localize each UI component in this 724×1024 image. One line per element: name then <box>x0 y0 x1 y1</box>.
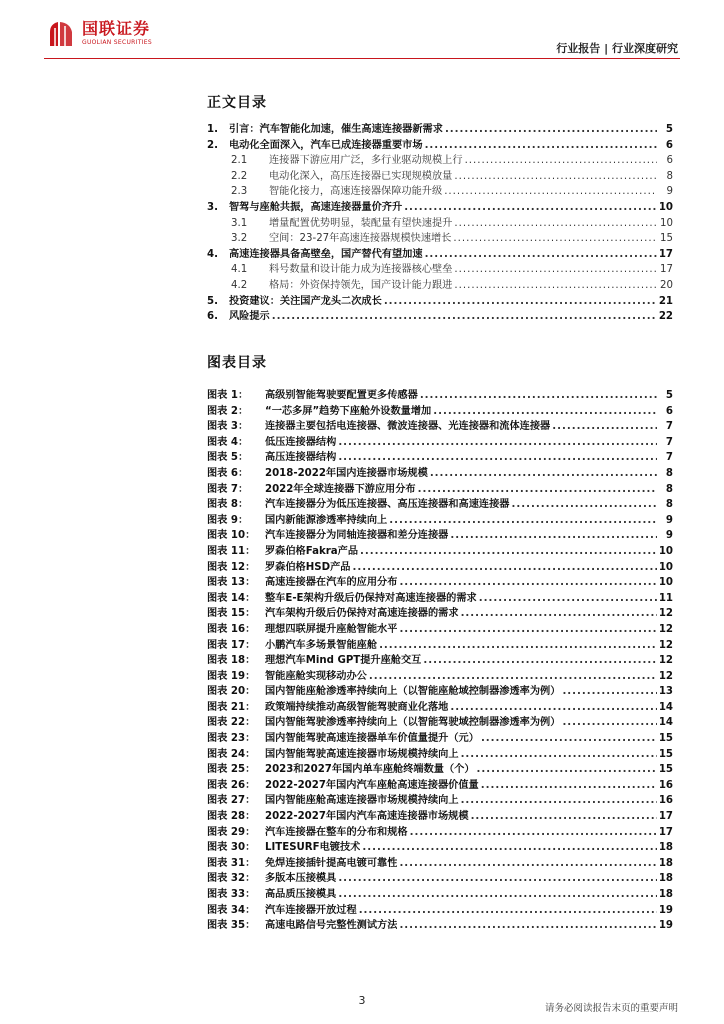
entry-label: 风险提示 <box>229 311 270 323</box>
leader-dots <box>450 702 656 713</box>
leader-dots <box>384 296 657 307</box>
entry-page: 10 <box>658 561 673 573</box>
figure-entry[interactable] <box>207 651 673 667</box>
entry-label: 格局：外资保持领先，国产设计能力跟进 <box>269 279 453 291</box>
entry-label: 小鹏汽车多场景智能座舱 <box>265 639 378 651</box>
leader-dots <box>338 452 657 463</box>
entry-number: 图表 30： <box>207 842 256 854</box>
leader-dots <box>404 202 657 213</box>
entry-page: 7 <box>665 421 673 433</box>
entry-number: 图表 17： <box>207 639 256 651</box>
entry-number: 4. <box>207 248 218 260</box>
entry-number: 图表 32： <box>207 873 256 885</box>
leader-dots <box>562 717 656 728</box>
entry-number: 图表 3： <box>207 421 249 433</box>
leader-dots <box>420 390 657 401</box>
leader-dots <box>399 624 656 635</box>
entry-page: 6 <box>666 155 673 167</box>
figure-entry[interactable] <box>207 713 673 729</box>
entry-page: 12 <box>658 623 673 635</box>
entry-number: 图表 33： <box>207 889 256 900</box>
entry-label: 国内智能驾驶高速连接器单车价值量提升（元） <box>265 733 479 745</box>
leader-dots <box>461 749 657 760</box>
entry-page: 15 <box>658 764 673 776</box>
figure-entry[interactable] <box>207 869 673 885</box>
leader-dots <box>338 437 657 448</box>
entry-number: 图表 8： <box>207 499 249 511</box>
entry-page: 5 <box>665 124 673 135</box>
entry-page: 17 <box>658 248 673 260</box>
entry-page: 9 <box>665 530 673 542</box>
figure-entry[interactable] <box>207 791 673 807</box>
leader-dots <box>512 499 658 510</box>
entry-number: 图表 10： <box>207 530 256 542</box>
leader-dots <box>454 280 657 291</box>
figure-entry[interactable] <box>207 604 673 620</box>
toc-entry[interactable] <box>207 245 673 261</box>
leader-dots <box>445 124 657 135</box>
entry-page: 18 <box>658 857 673 869</box>
page-number: 3 <box>358 994 366 1007</box>
entry-label: 汽车连接器开放过程 <box>265 904 357 916</box>
entry-label: 电动化全面深入，汽车已成连接器重要市场 <box>229 139 423 151</box>
toc-subentry[interactable] <box>207 260 673 276</box>
entry-number: 图表 20： <box>207 686 256 698</box>
entry-page: 20 <box>660 279 673 291</box>
leader-dots <box>423 655 656 666</box>
entry-number: 2.3 <box>231 186 248 198</box>
entry-number: 图表 21： <box>207 701 256 713</box>
figure-entry[interactable] <box>207 542 673 558</box>
entry-page: 16 <box>658 779 673 791</box>
entry-label: 2023和2027年国内单车座舱终端数量（个） <box>265 764 475 776</box>
leader-dots <box>430 468 657 479</box>
figure-entry[interactable] <box>207 620 673 636</box>
entry-page: 10 <box>658 577 673 589</box>
entry-page: 17 <box>660 264 673 276</box>
entry-page: 18 <box>658 842 673 854</box>
entry-number: 图表 26： <box>207 779 256 791</box>
leader-dots <box>454 171 657 182</box>
entry-label: 理想汽车Mind GPT提升座舱交互 <box>265 655 422 667</box>
report-type-label: 行业报告 | 行业深度研究 <box>556 42 678 55</box>
figure-entry[interactable] <box>207 589 673 605</box>
entry-number: 图表 31： <box>207 857 256 869</box>
entry-label: 料号数量和设计能力成为连接器核心壁垒 <box>269 264 453 276</box>
toc-entry[interactable] <box>207 136 673 152</box>
leader-dots <box>465 155 657 166</box>
leader-dots <box>461 608 657 619</box>
entry-number: 3.1 <box>231 217 248 229</box>
entry-label: 2022-2027年国内汽车高速连接器市场规模 <box>265 811 469 823</box>
figure-entry[interactable] <box>207 573 673 589</box>
entry-number: 图表 15： <box>207 608 256 620</box>
entry-label: 多版本压接模具 <box>265 873 337 885</box>
entry-page: 22 <box>658 311 673 323</box>
entry-page: 11 <box>658 592 673 604</box>
entry-number: 5. <box>207 295 218 307</box>
entry-page: 12 <box>658 655 673 667</box>
toc-subentry[interactable] <box>207 182 673 198</box>
entry-label: 增量配置优势明显，装配量有望快速提升 <box>269 217 453 229</box>
entry-label: 高速电路信号完整性测试方法 <box>265 920 398 932</box>
leader-dots <box>552 421 657 432</box>
leader-dots <box>477 764 657 775</box>
figure-entry[interactable] <box>207 402 673 418</box>
entry-page: 14 <box>658 717 673 729</box>
entry-number: 1. <box>207 124 218 135</box>
entry-label: 2022年全球连接器下游应用分布 <box>265 483 416 495</box>
toc-subentry[interactable] <box>207 276 673 292</box>
leader-dots <box>379 640 657 651</box>
entry-number: 图表 6： <box>207 467 249 479</box>
figure-entry[interactable] <box>207 916 673 932</box>
entry-page: 9 <box>666 186 673 198</box>
entry-label: 空间：23-27年高速连接器规模快速增长 <box>269 233 452 245</box>
entry-page: 12 <box>658 608 673 620</box>
entry-page: 18 <box>658 889 673 900</box>
leader-dots <box>399 577 656 588</box>
page-header <box>0 0 724 60</box>
entry-number: 图表 22： <box>207 717 256 729</box>
entry-label: 高级别智能驾驶要配置更多传感器 <box>265 390 418 401</box>
entry-number: 图表 16： <box>207 623 256 635</box>
entry-page: 12 <box>658 639 673 651</box>
entry-page: 7 <box>665 452 673 464</box>
leader-dots <box>433 406 657 417</box>
entry-label: 汽车连接器分为同轴连接器和差分连接器 <box>265 530 449 542</box>
entry-page: 14 <box>658 701 673 713</box>
figure-entry[interactable] <box>207 636 673 652</box>
figures-list <box>207 386 673 932</box>
logo-chinese-name: 国联证券 <box>82 18 151 38</box>
figure-entry[interactable] <box>207 901 673 917</box>
figure-entry[interactable] <box>207 885 673 901</box>
entry-number: 2.1 <box>231 155 248 167</box>
figure-entry[interactable] <box>207 745 673 761</box>
entry-number: 4.2 <box>231 279 248 291</box>
entry-label: 国内智能座舱高速连接器市场规模持续向上 <box>265 795 459 807</box>
toc-entry[interactable] <box>207 307 673 323</box>
entry-label: 投资建议：关注国产龙头二次成长 <box>229 295 382 307</box>
entry-number: 图表 9： <box>207 514 249 526</box>
leader-dots <box>425 249 657 260</box>
company-logo <box>46 18 152 48</box>
entry-number: 图表 27： <box>207 795 256 807</box>
entry-label: 国内智能驾驶渗透率持续向上（以智能驾驶域控制器渗透率为例） <box>265 717 561 729</box>
entry-page: 10 <box>660 217 673 229</box>
leader-dots <box>338 889 657 900</box>
figures-title: 图表目录 <box>207 355 267 371</box>
figure-entry[interactable] <box>207 760 673 776</box>
leader-dots <box>481 733 657 744</box>
toc-subentry[interactable] <box>207 214 673 230</box>
entry-page: 16 <box>658 795 673 807</box>
entry-number: 图表 23： <box>207 733 256 745</box>
entry-label: 连接器主要包括电连接器、微波连接器、光连接器和流体连接器 <box>265 421 551 433</box>
disclaimer-note: 请务必阅读报告末页的重要声明 <box>544 1003 678 1014</box>
figure-entry[interactable] <box>207 558 673 574</box>
entry-number: 2. <box>207 139 218 151</box>
entry-page: 18 <box>658 873 673 885</box>
entry-label: 2018-2022年国内连接器市场规模 <box>265 467 428 479</box>
leader-dots <box>425 140 657 151</box>
entry-label: 罗森伯格Fakra产品 <box>265 545 359 557</box>
entry-number: 图表 35： <box>207 920 256 932</box>
entry-label: 罗森伯格HSD产品 <box>265 561 351 573</box>
toc-subentry[interactable] <box>207 167 673 183</box>
leader-dots <box>359 905 657 916</box>
entry-page: 15 <box>658 748 673 760</box>
entry-label: 智驾与座舱共振，高速连接器量价齐升 <box>229 201 403 213</box>
logo-english-name: GUOLIAN SECURITIES <box>82 38 152 46</box>
entry-number: 图表 4： <box>207 436 249 448</box>
entry-page: 6 <box>665 139 673 151</box>
entry-number: 图表 19： <box>207 670 256 682</box>
entry-page: 10 <box>658 545 673 557</box>
leader-dots <box>479 593 657 604</box>
entry-number: 图表 5： <box>207 452 249 464</box>
leader-dots <box>272 311 657 322</box>
entry-label: LITESURF电镀技术 <box>265 842 361 854</box>
leader-dots <box>418 484 657 495</box>
toc-title: 正文目录 <box>207 95 267 111</box>
leader-dots <box>471 811 657 822</box>
entry-number: 3. <box>207 201 218 213</box>
entry-label: 高速连接器具备高壁垒，国产替代有望加速 <box>229 248 423 260</box>
figure-entry[interactable] <box>207 526 673 542</box>
entry-page: 21 <box>658 295 673 307</box>
figure-entry[interactable] <box>207 776 673 792</box>
leader-dots <box>360 546 657 557</box>
figure-entry[interactable] <box>207 417 673 433</box>
entry-number: 图表 29： <box>207 826 256 838</box>
figure-entry[interactable] <box>207 480 673 496</box>
entry-number: 3.2 <box>231 233 248 245</box>
entry-label: 智能座舱实现移动办公 <box>265 670 367 682</box>
entry-label: 国内新能源渗透率持续向上 <box>265 514 388 526</box>
entry-label: 国内智能驾驶高速连接器市场规模持续向上 <box>265 748 459 760</box>
figure-entry[interactable] <box>207 698 673 714</box>
entry-page: 19 <box>658 904 673 916</box>
leader-dots <box>450 530 657 541</box>
leader-dots <box>389 515 657 526</box>
entry-number: 4.1 <box>231 264 248 276</box>
entry-number: 图表 18： <box>207 655 256 667</box>
entry-label: 引言：汽车智能化加速，催生高速连接器新需求 <box>229 124 443 135</box>
figure-entry[interactable] <box>207 448 673 464</box>
leader-dots <box>454 264 657 275</box>
leader-dots <box>461 795 657 806</box>
figure-entry[interactable] <box>207 511 673 527</box>
table-of-contents <box>207 120 673 323</box>
entry-page: 17 <box>658 811 673 823</box>
entry-number: 6. <box>207 311 218 323</box>
entry-label: 国内智能座舱渗透率持续向上（以智能座舱域控制器渗透率为例） <box>265 686 561 698</box>
entry-label: 电动化深入，高压连接器已实现规模放量 <box>269 170 453 182</box>
entry-label: 2022-2027年国内汽车座舱高速连接器价值量 <box>265 779 479 791</box>
entry-page: 8 <box>666 170 673 182</box>
entry-number: 图表 7： <box>207 483 249 495</box>
leader-dots <box>369 671 657 682</box>
entry-page: 5 <box>665 390 673 401</box>
entry-page: 12 <box>658 670 673 682</box>
entry-page: 6 <box>665 405 673 417</box>
toc-subentry[interactable] <box>207 229 673 245</box>
entry-page: 17 <box>658 826 673 838</box>
leader-dots <box>410 827 657 838</box>
entry-label: 汽车连接器在整车的分布和规格 <box>265 826 408 838</box>
entry-number: 图表 11： <box>207 545 256 557</box>
guolian-logo-icon <box>46 18 76 48</box>
entry-page: 9 <box>665 514 673 526</box>
entry-number: 图表 14： <box>207 592 256 604</box>
entry-label: 理想四联屏提升座舱智能水平 <box>265 623 398 635</box>
leader-dots <box>453 233 657 244</box>
leader-dots <box>562 686 656 697</box>
entry-label: 免焊连接插针提高电镀可靠性 <box>265 857 398 869</box>
entry-page: 10 <box>658 201 673 213</box>
entry-page: 15 <box>660 233 673 245</box>
entry-label: “一芯多屏”趋势下座舱外设数量增加 <box>265 405 432 417</box>
figure-entry[interactable] <box>207 495 673 511</box>
figure-entry[interactable] <box>207 464 673 480</box>
entry-number: 图表 2： <box>207 405 249 417</box>
entry-label: 高压连接器结构 <box>265 452 337 464</box>
toc-entry[interactable] <box>207 120 673 136</box>
leader-dots <box>399 920 656 931</box>
toc-entry[interactable] <box>207 292 673 308</box>
toc-subentry[interactable] <box>207 151 673 167</box>
figure-entry[interactable] <box>207 729 673 745</box>
header-divider <box>44 58 680 59</box>
leader-dots <box>399 858 656 869</box>
leader-dots <box>444 186 657 197</box>
entry-label: 智能化接力，高速连接器保障功能升级 <box>269 186 443 198</box>
leader-dots <box>481 780 657 791</box>
entry-label: 高品质压接模具 <box>265 889 337 900</box>
leader-dots <box>352 562 656 573</box>
figure-entry[interactable] <box>207 386 673 402</box>
entry-label: 汽车架构升级后仍保持对高速连接器的需求 <box>265 608 459 620</box>
entry-label: 连接器下游应用广泛，多行业驱动规模上行 <box>269 155 463 167</box>
entry-label: 政策端持续推动高级智能驾驶商业化落地 <box>265 701 449 713</box>
entry-number: 图表 24： <box>207 748 256 760</box>
entry-number: 图表 25： <box>207 764 256 776</box>
figure-entry[interactable] <box>207 823 673 839</box>
entry-page: 8 <box>665 467 673 479</box>
leader-dots <box>338 873 657 884</box>
entry-page: 7 <box>665 436 673 448</box>
figure-entry[interactable] <box>207 667 673 683</box>
figure-entry[interactable] <box>207 807 673 823</box>
entry-page: 19 <box>658 920 673 932</box>
figure-entry[interactable] <box>207 854 673 870</box>
entry-page: 15 <box>658 733 673 745</box>
leader-dots <box>454 218 657 229</box>
entry-label: 高速连接器在汽车的应用分布 <box>265 577 398 589</box>
entry-number: 图表 28： <box>207 811 256 823</box>
entry-label: 低压连接器结构 <box>265 436 337 448</box>
entry-number: 图表 12： <box>207 561 256 573</box>
toc-entry[interactable] <box>207 198 673 214</box>
entry-number: 图表 34： <box>207 904 256 916</box>
entry-page: 8 <box>665 483 673 495</box>
figure-entry[interactable] <box>207 682 673 698</box>
entry-page: 13 <box>658 686 673 698</box>
entry-label: 汽车连接器分为低压连接器、高压连接器和高速连接器 <box>265 499 510 511</box>
entry-number: 2.2 <box>231 170 248 182</box>
figure-entry[interactable] <box>207 433 673 449</box>
entry-page: 8 <box>665 499 673 511</box>
entry-label: 整车E-E架构升级后仍保持对高速连接器的需求 <box>265 592 477 604</box>
figure-entry[interactable] <box>207 838 673 854</box>
leader-dots <box>362 842 656 853</box>
entry-number: 图表 1： <box>207 390 249 401</box>
entry-number: 图表 13： <box>207 577 256 589</box>
